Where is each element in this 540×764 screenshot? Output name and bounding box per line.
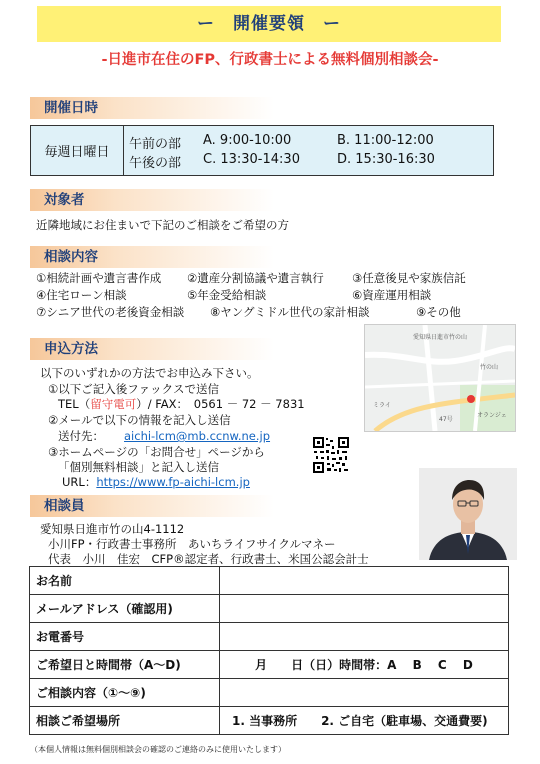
map-label: 47号 — [439, 416, 453, 423]
topic-item: ⑦シニア世代の老後資金相談 — [36, 305, 185, 319]
schedule-slot-a: A. 9:00-10:00 — [203, 133, 292, 148]
topic-item: ⑤年金受給相談 — [187, 288, 267, 302]
form-label: 相談ご希望場所 — [30, 707, 220, 735]
map-label: オランジェ — [477, 412, 507, 419]
form-label: ご希望日と時間帯（A～D) — [30, 651, 220, 679]
consultant-representative: 代表 小川 佳宏 CFP®認定者、行政書士、米国公認会計士 — [48, 552, 369, 566]
apply-mail-line: ②メールで以下の情報を記入し送信 — [48, 413, 231, 427]
target-text: 近隣地域にお住まいで下記のご相談をご希望の方 — [36, 218, 289, 232]
form-row — [30, 623, 509, 651]
form-row — [30, 567, 509, 595]
email-field[interactable] — [220, 595, 509, 623]
form-label: メールアドレス（確認用) — [30, 595, 220, 623]
section-heading-schedule: 開催日時 — [30, 97, 274, 119]
consultant-address: 愛知県日進市竹の山4-1112 — [40, 522, 185, 536]
apply-intro: 以下のいずれかの方法でお申込み下さい。 — [40, 366, 259, 380]
topic-item: ②遺産分割協議や遺言執行 — [187, 271, 324, 285]
map-label: ミライ — [373, 402, 391, 409]
name-field[interactable] — [220, 567, 509, 595]
page-subtitle: -日進市在住のFP、行政書士による無料個別相談会- — [101, 52, 439, 68]
form-row — [30, 707, 509, 735]
consultant-photo — [419, 468, 517, 560]
tel-prefix: TEL（ — [58, 397, 91, 411]
topic-item: ③任意後見や家族信託 — [352, 271, 466, 285]
form-label: お電番号 — [30, 623, 220, 651]
form-row — [30, 651, 509, 679]
page-title: ー 開催要領 ー — [37, 6, 501, 42]
preferred-date-field[interactable]: 月 日（日）時間帯：A B C D — [220, 651, 509, 679]
application-form — [29, 566, 509, 735]
topic-item: ④住宅ローン相談 — [36, 288, 127, 302]
section-heading-consultant: 相談員 — [30, 495, 274, 517]
phone-field[interactable] — [220, 623, 509, 651]
topic-item: ⑥資産運用相談 — [352, 288, 432, 302]
apply-url-line — [62, 474, 250, 490]
map-graphic — [365, 325, 515, 431]
consultant-office: 小川FP・行政書士事務所 あいちライフサイクルマネー — [48, 537, 336, 551]
apply-fax-line: ①以下ご記入後ファックスで送信 — [48, 382, 219, 396]
section-heading-target: 対象者 — [30, 189, 274, 211]
apply-web-line: ③ホームページの「お問合せ」ページから — [48, 445, 265, 459]
tel-note: 留守電可 — [90, 397, 137, 411]
location-field[interactable]: 1. 当事務所 2. ご自宅（駐車場、交通費要) — [220, 707, 509, 735]
topic-field[interactable] — [220, 679, 509, 707]
schedule-table — [30, 125, 494, 176]
form-row — [30, 595, 509, 623]
apply-mail-to — [58, 428, 270, 444]
topic-item: ⑨その他 — [416, 305, 461, 319]
schedule-pm-label: 午後の部 — [129, 156, 182, 171]
form-label: お名前 — [30, 567, 220, 595]
schedule-slot-b: B. 11:00-12:00 — [337, 133, 434, 148]
homepage-link[interactable]: https://www.fp-aichi-lcm.jp — [96, 475, 250, 489]
form-row — [30, 679, 509, 707]
tel-fax-number: ）/ FAX： 0561 － 72 － 7831 — [136, 397, 305, 411]
topic-item: ①相続計画や遺言書作成 — [36, 271, 162, 285]
schedule-slot-c: C. 13:30-14:30 — [203, 152, 300, 167]
qr-code-icon[interactable] — [312, 436, 350, 474]
form-label: ご相談内容（①～⑨) — [30, 679, 220, 707]
section-heading-apply: 申込方法 — [30, 338, 274, 360]
map-label: 竹の山 — [480, 364, 499, 371]
mail-to-label: 送付先： — [58, 429, 104, 443]
schedule-slot-d: D. 15:30-16:30 — [337, 152, 435, 167]
url-label: URL： — [62, 475, 97, 489]
apply-tel-line — [58, 396, 305, 412]
map-label: 愛知県日進市竹の山 — [413, 334, 468, 341]
schedule-am-label: 午前の部 — [129, 137, 182, 152]
mail-address-link[interactable]: aichi-lcm@mb.ccnw.ne.jp — [124, 429, 271, 443]
topic-item: ⑧ヤングミドル世代の家計相談 — [210, 305, 370, 319]
privacy-footnote: （本個人情報は無料個別相談会の確認のご連絡のみに使用いたします） — [30, 745, 286, 754]
location-map[interactable] — [364, 324, 516, 432]
section-heading-topics: 相談内容 — [30, 246, 274, 268]
apply-web-line-2: 「個別無料相談」と記入し送信 — [58, 460, 219, 474]
schedule-day: 毎週日曜日 — [31, 126, 124, 175]
